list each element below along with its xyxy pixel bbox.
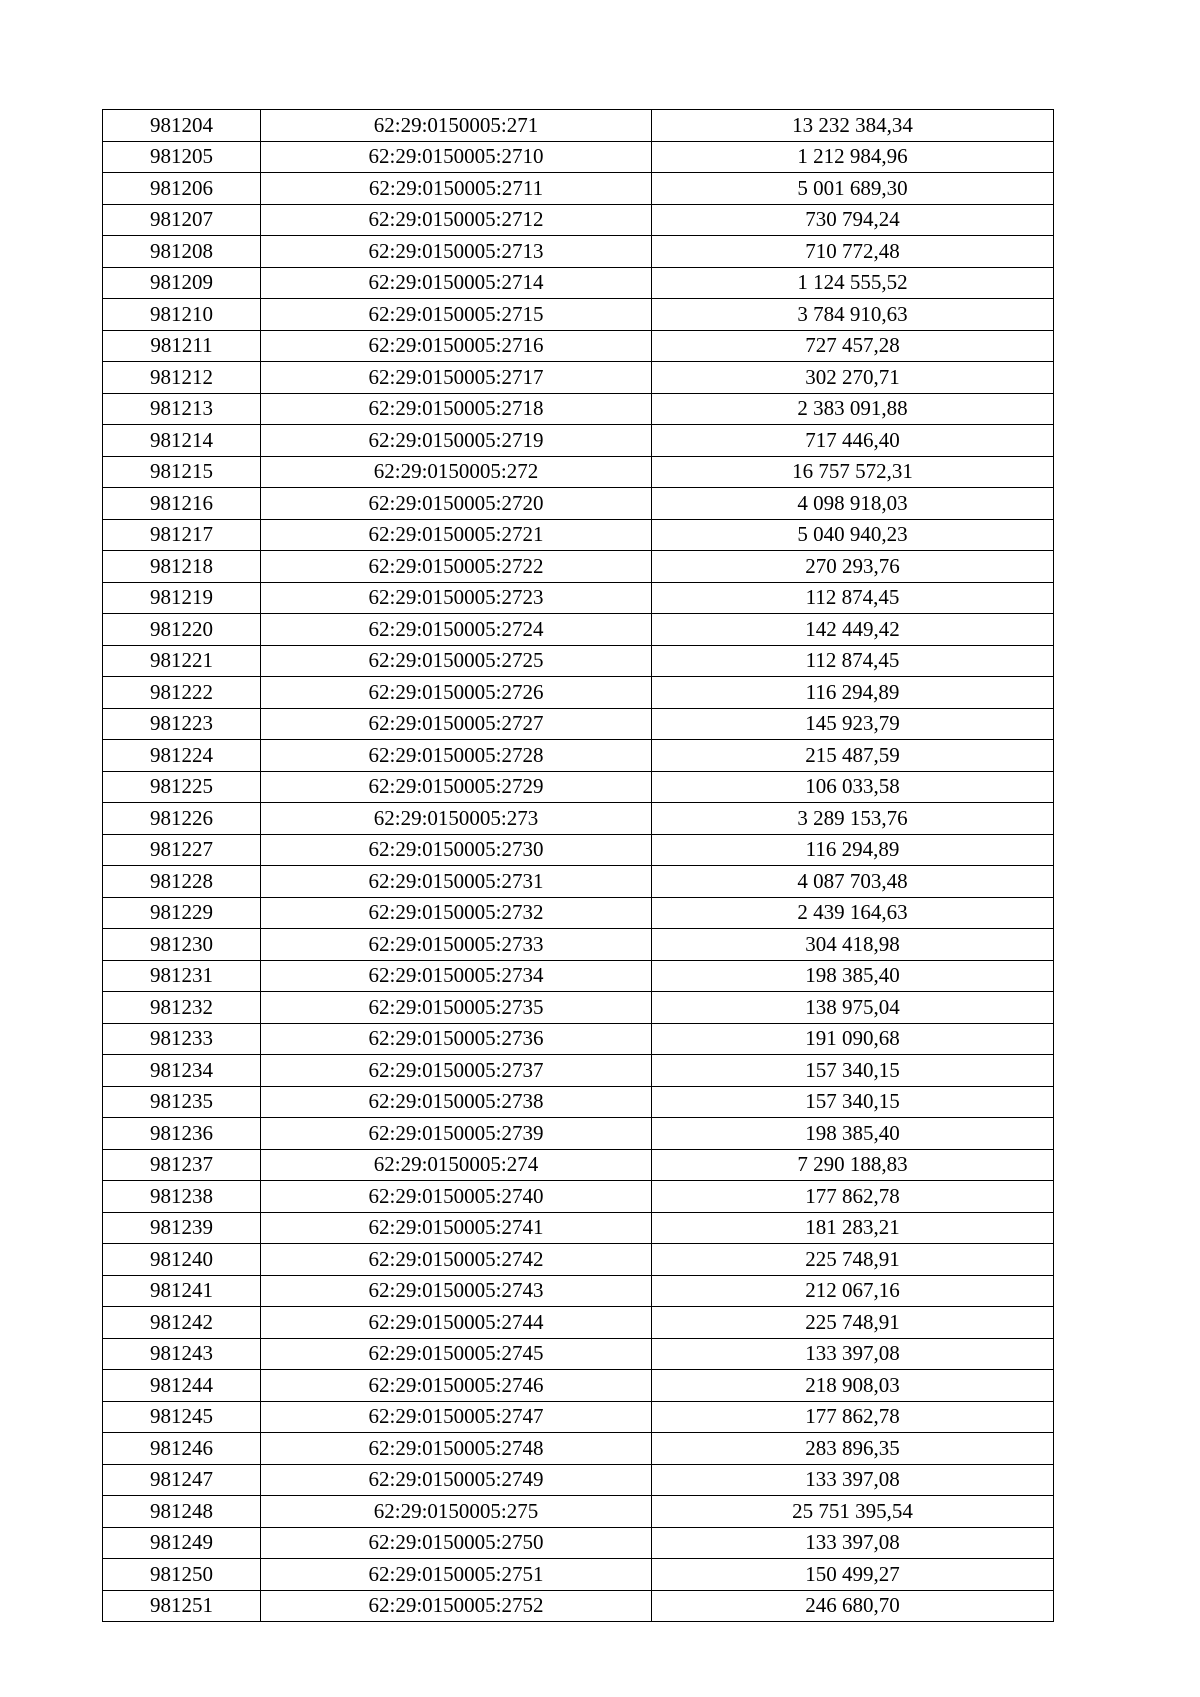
cadastral-number-cell: 62:29:0150005:2710 [261, 141, 652, 173]
row-number-cell: 981250 [103, 1559, 261, 1591]
table-row [103, 1527, 1054, 1559]
table-row [103, 1433, 1054, 1465]
cadastral-number-cell: 62:29:0150005:2747 [261, 1401, 652, 1433]
row-number-cell: 981232 [103, 992, 261, 1024]
row-number-cell: 981226 [103, 803, 261, 835]
value-cell: 145 923,79 [652, 708, 1054, 740]
cadastral-number-cell: 62:29:0150005:2752 [261, 1590, 652, 1622]
cadastral-number-cell: 62:29:0150005:2711 [261, 173, 652, 205]
row-number-cell: 981216 [103, 488, 261, 520]
cadastral-number-cell: 62:29:0150005:2746 [261, 1370, 652, 1402]
table-row [103, 897, 1054, 929]
cadastral-number-cell: 62:29:0150005:2717 [261, 362, 652, 394]
row-number-cell: 981224 [103, 740, 261, 772]
value-cell: 727 457,28 [652, 330, 1054, 362]
value-cell: 5 040 940,23 [652, 519, 1054, 551]
cadastral-number-cell: 62:29:0150005:272 [261, 456, 652, 488]
value-cell: 1 124 555,52 [652, 267, 1054, 299]
value-cell: 157 340,15 [652, 1055, 1054, 1087]
table-row [103, 645, 1054, 677]
cadastral-number-cell: 62:29:0150005:2741 [261, 1212, 652, 1244]
row-number-cell: 981220 [103, 614, 261, 646]
value-cell: 198 385,40 [652, 960, 1054, 992]
cadastral-number-cell: 62:29:0150005:2736 [261, 1023, 652, 1055]
row-number-cell: 981207 [103, 204, 261, 236]
table-row [103, 1023, 1054, 1055]
cadastral-number-cell: 62:29:0150005:2715 [261, 299, 652, 331]
value-cell: 218 908,03 [652, 1370, 1054, 1402]
row-number-cell: 981241 [103, 1275, 261, 1307]
row-number-cell: 981212 [103, 362, 261, 394]
table-row [103, 614, 1054, 646]
row-number-cell: 981204 [103, 110, 261, 142]
cadastral-number-cell: 62:29:0150005:2735 [261, 992, 652, 1024]
cadastral-number-cell: 62:29:0150005:2738 [261, 1086, 652, 1118]
row-number-cell: 981222 [103, 677, 261, 709]
row-number-cell: 981219 [103, 582, 261, 614]
table-row [103, 393, 1054, 425]
value-cell: 13 232 384,34 [652, 110, 1054, 142]
table-row [103, 1590, 1054, 1622]
value-cell: 730 794,24 [652, 204, 1054, 236]
row-number-cell: 981249 [103, 1527, 261, 1559]
value-cell: 212 067,16 [652, 1275, 1054, 1307]
value-cell: 116 294,89 [652, 834, 1054, 866]
cadastral-number-cell: 62:29:0150005:2748 [261, 1433, 652, 1465]
cadastral-number-cell: 62:29:0150005:2734 [261, 960, 652, 992]
value-cell: 215 487,59 [652, 740, 1054, 772]
table-row [103, 803, 1054, 835]
value-cell: 1 212 984,96 [652, 141, 1054, 173]
table-row [103, 1181, 1054, 1213]
table-row [103, 771, 1054, 803]
row-number-cell: 981234 [103, 1055, 261, 1087]
cadastral-number-cell: 62:29:0150005:2732 [261, 897, 652, 929]
row-number-cell: 981237 [103, 1149, 261, 1181]
value-cell: 16 757 572,31 [652, 456, 1054, 488]
value-cell: 133 397,08 [652, 1464, 1054, 1496]
cadastral-number-cell: 62:29:0150005:2713 [261, 236, 652, 268]
table-row [103, 551, 1054, 583]
value-cell: 133 397,08 [652, 1527, 1054, 1559]
cadastral-number-cell: 62:29:0150005:2751 [261, 1559, 652, 1591]
row-number-cell: 981213 [103, 393, 261, 425]
table-row [103, 236, 1054, 268]
value-cell: 112 874,45 [652, 582, 1054, 614]
table-body [103, 110, 1054, 1622]
cadastral-number-cell: 62:29:0150005:2720 [261, 488, 652, 520]
cadastral-number-cell: 62:29:0150005:2727 [261, 708, 652, 740]
row-number-cell: 981217 [103, 519, 261, 551]
value-cell: 225 748,91 [652, 1244, 1054, 1276]
value-cell: 7 290 188,83 [652, 1149, 1054, 1181]
row-number-cell: 981210 [103, 299, 261, 331]
table-row [103, 1149, 1054, 1181]
value-cell: 181 283,21 [652, 1212, 1054, 1244]
value-cell: 2 383 091,88 [652, 393, 1054, 425]
cadastral-number-cell: 62:29:0150005:2733 [261, 929, 652, 961]
row-number-cell: 981229 [103, 897, 261, 929]
row-number-cell: 981205 [103, 141, 261, 173]
table-row [103, 677, 1054, 709]
table-row [103, 992, 1054, 1024]
cadastral-number-cell: 62:29:0150005:275 [261, 1496, 652, 1528]
table-row [103, 1338, 1054, 1370]
row-number-cell: 981242 [103, 1307, 261, 1339]
value-cell: 116 294,89 [652, 677, 1054, 709]
table-row [103, 1212, 1054, 1244]
row-number-cell: 981225 [103, 771, 261, 803]
cadastral-value-table [102, 109, 1054, 1622]
value-cell: 142 449,42 [652, 614, 1054, 646]
value-cell: 4 098 918,03 [652, 488, 1054, 520]
cadastral-number-cell: 62:29:0150005:2721 [261, 519, 652, 551]
table-row [103, 488, 1054, 520]
value-cell: 3 289 153,76 [652, 803, 1054, 835]
value-cell: 112 874,45 [652, 645, 1054, 677]
value-cell: 157 340,15 [652, 1086, 1054, 1118]
cadastral-number-cell: 62:29:0150005:2749 [261, 1464, 652, 1496]
table-row [103, 960, 1054, 992]
table-row [103, 173, 1054, 205]
table-row [103, 1244, 1054, 1276]
row-number-cell: 981209 [103, 267, 261, 299]
value-cell: 283 896,35 [652, 1433, 1054, 1465]
row-number-cell: 981243 [103, 1338, 261, 1370]
cadastral-number-cell: 62:29:0150005:2725 [261, 645, 652, 677]
table-row [103, 1496, 1054, 1528]
table-row [103, 1275, 1054, 1307]
value-cell: 3 784 910,63 [652, 299, 1054, 331]
row-number-cell: 981245 [103, 1401, 261, 1433]
row-number-cell: 981215 [103, 456, 261, 488]
value-cell: 25 751 395,54 [652, 1496, 1054, 1528]
row-number-cell: 981218 [103, 551, 261, 583]
cadastral-number-cell: 62:29:0150005:2724 [261, 614, 652, 646]
value-cell: 4 087 703,48 [652, 866, 1054, 898]
table-row [103, 582, 1054, 614]
table-row [103, 1559, 1054, 1591]
cadastral-number-cell: 62:29:0150005:2739 [261, 1118, 652, 1150]
value-cell: 270 293,76 [652, 551, 1054, 583]
row-number-cell: 981227 [103, 834, 261, 866]
table-row [103, 425, 1054, 457]
value-cell: 150 499,27 [652, 1559, 1054, 1591]
cadastral-number-cell: 62:29:0150005:2728 [261, 740, 652, 772]
value-cell: 302 270,71 [652, 362, 1054, 394]
table-row [103, 1370, 1054, 1402]
value-cell: 225 748,91 [652, 1307, 1054, 1339]
table-row [103, 141, 1054, 173]
table-row [103, 204, 1054, 236]
value-cell: 133 397,08 [652, 1338, 1054, 1370]
cadastral-number-cell: 62:29:0150005:274 [261, 1149, 652, 1181]
row-number-cell: 981211 [103, 330, 261, 362]
value-cell: 106 033,58 [652, 771, 1054, 803]
row-number-cell: 981246 [103, 1433, 261, 1465]
row-number-cell: 981239 [103, 1212, 261, 1244]
value-cell: 2 439 164,63 [652, 897, 1054, 929]
cadastral-number-cell: 62:29:0150005:2745 [261, 1338, 652, 1370]
value-cell: 304 418,98 [652, 929, 1054, 961]
cadastral-number-cell: 62:29:0150005:2737 [261, 1055, 652, 1087]
table-row [103, 456, 1054, 488]
table-row [103, 1118, 1054, 1150]
cadastral-number-cell: 62:29:0150005:2712 [261, 204, 652, 236]
cadastral-number-cell: 62:29:0150005:271 [261, 110, 652, 142]
table-row [103, 1464, 1054, 1496]
table-row [103, 1307, 1054, 1339]
cadastral-number-cell: 62:29:0150005:2750 [261, 1527, 652, 1559]
value-cell: 710 772,48 [652, 236, 1054, 268]
cadastral-number-cell: 62:29:0150005:2729 [261, 771, 652, 803]
table-row [103, 519, 1054, 551]
row-number-cell: 981236 [103, 1118, 261, 1150]
row-number-cell: 981247 [103, 1464, 261, 1496]
row-number-cell: 981221 [103, 645, 261, 677]
table-row [103, 1401, 1054, 1433]
table-row [103, 1086, 1054, 1118]
row-number-cell: 981238 [103, 1181, 261, 1213]
row-number-cell: 981223 [103, 708, 261, 740]
value-cell: 198 385,40 [652, 1118, 1054, 1150]
row-number-cell: 981206 [103, 173, 261, 205]
table-row [103, 267, 1054, 299]
table-row [103, 299, 1054, 331]
row-number-cell: 981231 [103, 960, 261, 992]
row-number-cell: 981233 [103, 1023, 261, 1055]
cadastral-number-cell: 62:29:0150005:2730 [261, 834, 652, 866]
row-number-cell: 981208 [103, 236, 261, 268]
table-row [103, 929, 1054, 961]
value-cell: 138 975,04 [652, 992, 1054, 1024]
cadastral-number-cell: 62:29:0150005:2722 [261, 551, 652, 583]
table-row [103, 110, 1054, 142]
table-row [103, 740, 1054, 772]
value-cell: 717 446,40 [652, 425, 1054, 457]
row-number-cell: 981228 [103, 866, 261, 898]
cadastral-number-cell: 62:29:0150005:2719 [261, 425, 652, 457]
table-row [103, 708, 1054, 740]
table-row [103, 866, 1054, 898]
cadastral-number-cell: 62:29:0150005:2743 [261, 1275, 652, 1307]
cadastral-number-cell: 62:29:0150005:2716 [261, 330, 652, 362]
cadastral-number-cell: 62:29:0150005:2731 [261, 866, 652, 898]
row-number-cell: 981235 [103, 1086, 261, 1118]
value-cell: 5 001 689,30 [652, 173, 1054, 205]
value-cell: 177 862,78 [652, 1401, 1054, 1433]
table-row [103, 1055, 1054, 1087]
value-cell: 246 680,70 [652, 1590, 1054, 1622]
row-number-cell: 981230 [103, 929, 261, 961]
row-number-cell: 981244 [103, 1370, 261, 1402]
table-row [103, 330, 1054, 362]
row-number-cell: 981214 [103, 425, 261, 457]
cadastral-number-cell: 62:29:0150005:273 [261, 803, 652, 835]
cadastral-number-cell: 62:29:0150005:2744 [261, 1307, 652, 1339]
value-cell: 177 862,78 [652, 1181, 1054, 1213]
row-number-cell: 981251 [103, 1590, 261, 1622]
row-number-cell: 981248 [103, 1496, 261, 1528]
table-row [103, 834, 1054, 866]
cadastral-number-cell: 62:29:0150005:2742 [261, 1244, 652, 1276]
cadastral-number-cell: 62:29:0150005:2740 [261, 1181, 652, 1213]
cadastral-number-cell: 62:29:0150005:2718 [261, 393, 652, 425]
row-number-cell: 981240 [103, 1244, 261, 1276]
value-cell: 191 090,68 [652, 1023, 1054, 1055]
table-row [103, 362, 1054, 394]
cadastral-number-cell: 62:29:0150005:2714 [261, 267, 652, 299]
cadastral-number-cell: 62:29:0150005:2723 [261, 582, 652, 614]
cadastral-number-cell: 62:29:0150005:2726 [261, 677, 652, 709]
